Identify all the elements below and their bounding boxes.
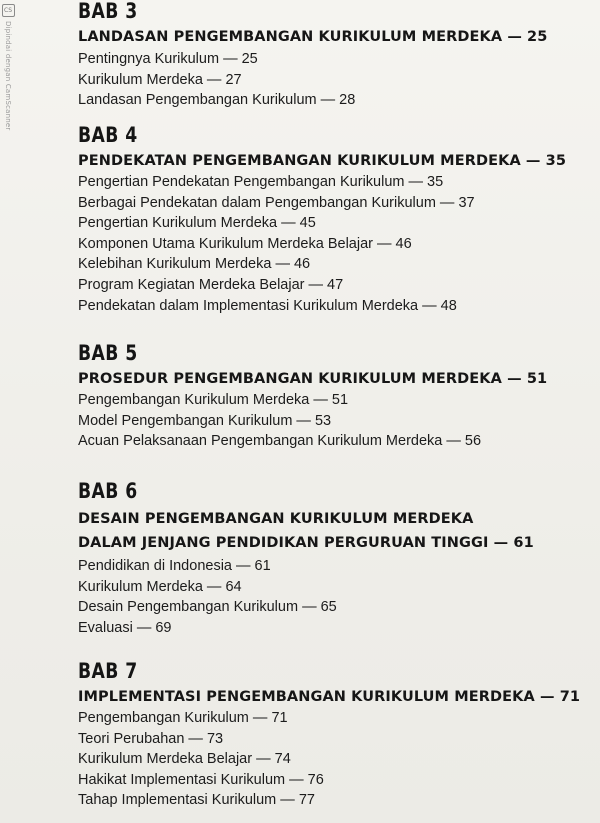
chapter-title: PROSEDUR PENGEMBANGAN KURIKULUM MERDEKA — 51 bbox=[78, 371, 548, 387]
toc-entry: Desain Pengembangan Kurikulum — 65 bbox=[78, 599, 337, 616]
toc-entry: Program Kegiatan Merdeka Belajar — 47 bbox=[78, 276, 344, 293]
toc-entry: Pendekatan dalam Implementasi Kurikulum Merdeka — 48 bbox=[78, 297, 457, 314]
chapter-label: BAB 6 bbox=[78, 479, 138, 503]
toc-entry: Pengembangan Kurikulum Merdeka — 51 bbox=[78, 392, 349, 408]
toc-entry: Pendidikan di Indonesia — 61 bbox=[78, 558, 271, 574]
camscanner-icon: CS bbox=[2, 4, 15, 17]
chapter-label: BAB 3 bbox=[78, 0, 138, 23]
chapter-title-continued: DALAM JENJANG PENDIDIKAN PERGURUAN TINGGI — 61 bbox=[78, 535, 534, 551]
toc-entry: Model Pengembangan Kurikulum — 53 bbox=[78, 412, 332, 429]
toc-entry: Hakikat Implementasi Kurikulum — 76 bbox=[78, 771, 324, 788]
chapter-3 bbox=[78, 0, 547, 111]
toc-entry: Pengertian Pendekatan Pengembangan Kurikulum — 35 bbox=[78, 174, 444, 190]
scanner-watermark bbox=[2, 4, 14, 130]
toc-entry: Landasan Pengembangan Kurikulum — 28 bbox=[78, 92, 356, 109]
chapter-title: IMPLEMENTASI PENGEMBANGAN KURIKULUM MERDEKA — 71 bbox=[78, 689, 581, 705]
chapter-6 bbox=[78, 478, 534, 638]
chapter-title: DESAIN PENGEMBANGAN KURIKULUM MERDEKA bbox=[78, 511, 474, 527]
toc-entry: Kelebihan Kurikulum Merdeka — 46 bbox=[78, 256, 311, 273]
toc-entry: Acuan Pelaksanaan Pengembangan Kurikulum Merdeka — 56 bbox=[78, 433, 482, 450]
chapter-label: BAB 7 bbox=[78, 659, 138, 683]
chapter-label: BAB 4 bbox=[78, 123, 138, 147]
toc-entry: Berbagai Pendekatan dalam Pengembangan Kurikulum — 37 bbox=[78, 194, 475, 211]
toc-entry: Komponen Utama Kurikulum Merdeka Belajar — 46 bbox=[78, 235, 412, 252]
chapter-title: PENDEKATAN PENGEMBANGAN KURIKULUM MERDEKA — 35 bbox=[78, 153, 567, 169]
toc-entry: Pengertian Kurikulum Merdeka — 45 bbox=[78, 215, 316, 232]
chapter-label: BAB 5 bbox=[78, 341, 138, 365]
toc-entry: Tahap Implementasi Kurikulum — 77 bbox=[78, 792, 315, 809]
chapter-4 bbox=[78, 122, 566, 316]
toc-entry: Pentingnya Kurikulum — 25 bbox=[78, 51, 258, 67]
scanner-watermark-text: Dipindai dengan CamScanner bbox=[4, 21, 12, 131]
toc-entry: Kurikulum Merdeka — 64 bbox=[78, 578, 242, 595]
chapter-7 bbox=[78, 658, 580, 811]
toc-entry: Pengembangan Kurikulum — 71 bbox=[78, 710, 288, 726]
chapter-title: LANDASAN PENGEMBANGAN KURIKULUM MERDEKA — 25 bbox=[78, 29, 548, 45]
toc-entry: Evaluasi — 69 bbox=[78, 619, 172, 636]
toc-entry: Kurikulum Merdeka — 27 bbox=[78, 71, 242, 88]
chapter-5 bbox=[78, 340, 547, 452]
toc-entry: Teori Perubahan — 73 bbox=[78, 730, 224, 747]
toc-entry: Kurikulum Merdeka Belajar — 74 bbox=[78, 751, 291, 768]
